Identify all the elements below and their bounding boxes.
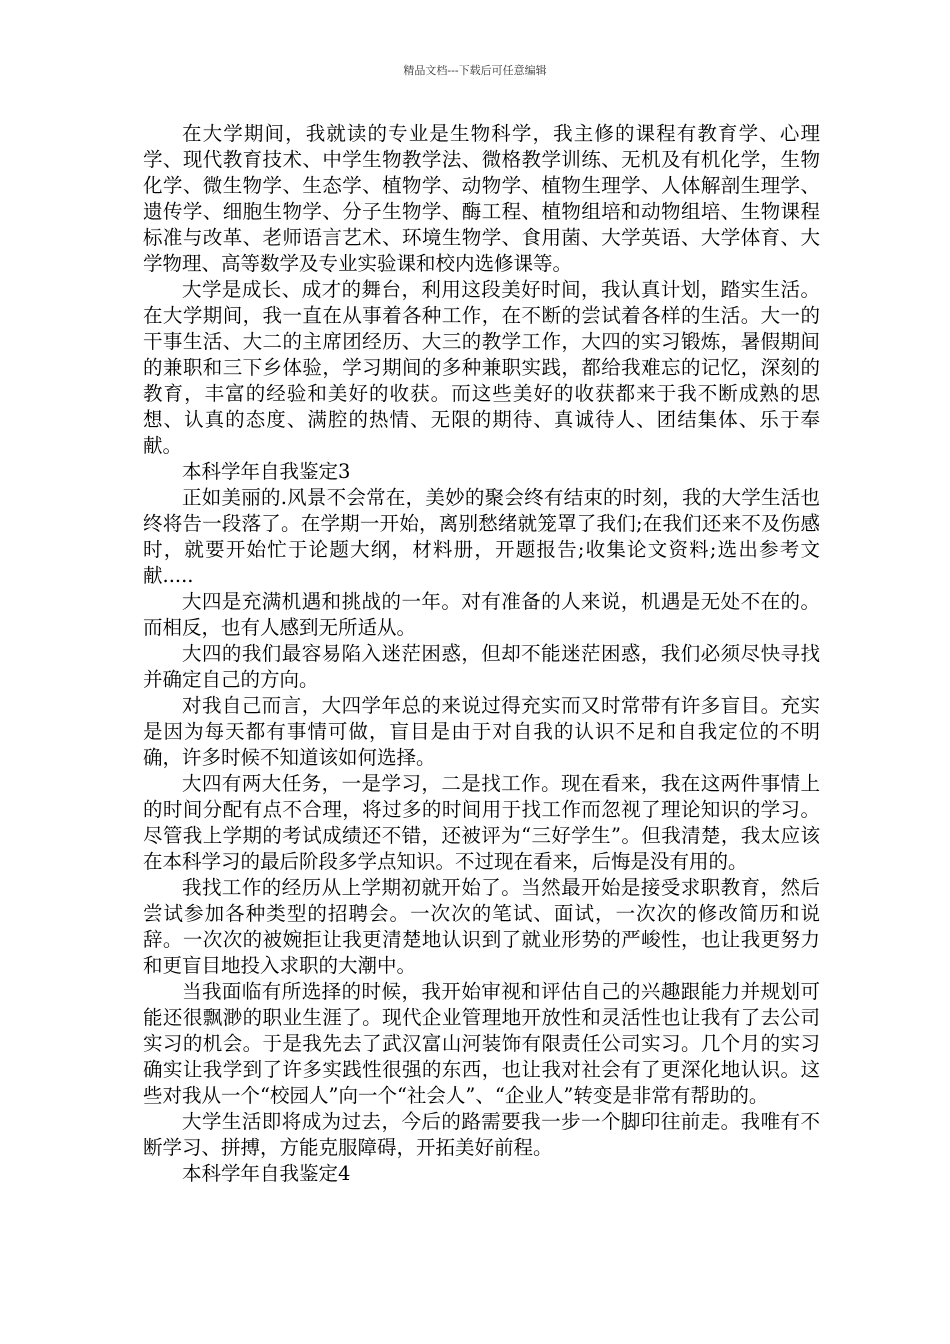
paragraph-senior-year: 大四是充满机遇和挑战的一年。对有准备的人来说，机遇是无处不在的。而相反，也有人感到无所适从。 bbox=[143, 590, 820, 639]
paragraph-confusion: 大四的我们最容易陷入迷茫困惑，但却不能迷茫困惑，我们必须尽快寻找并确定自己的方向。 bbox=[143, 642, 820, 691]
paragraph-university-life: 大学是成长、成才的舞台，利用这段美好时间，我认真计划，踏实生活。在大学期间，我一直在从事着各种工作，在不断的尝试着各样的生活。大一的干事生活、大二的主席团经历、大三的教学工作，大四的实习锻炼，暑假期间的兼职和三下乡体验，学习期间的多种兼职实践，都给我难忘的记忆，深刻的教育，丰富的经验和美好的收获。而这些美好的收获都来于我不断成熟的思想、认真的态度、满腔的热情、无限的期待、真诚待人、团结集体、乐于奉献。 bbox=[143, 278, 820, 457]
paragraph-future: 大学生活即将成为过去，今后的路需要我一步一个脚印往前走。我唯有不断学习、拼搏，方能克服障碍，开拓美好前程。 bbox=[143, 1110, 820, 1159]
paragraph-two-tasks: 大四有两大任务，一是学习，二是找工作。现在看来，我在这两件事情上的时间分配有点不合理，将过多的时间用于找工作而忽视了理论知识的学习。尽管我上学期的考试成绩还不错，还被评为“三好学生”。但我清楚，我太应该在本科学习的最后阶段多学点知识。不过现在看来，后悔是没有用的。 bbox=[143, 772, 820, 873]
paragraph-internship: 当我面临有所选择的时候，我开始审视和评估自己的兴趣跟能力并规划可能还很飘渺的职业生涯了。现代企业管理地开放性和灵活性也让我有了去公司实习的机会。于是我先去了武汉富山河装饰有限责任公司实习。几个月的实习确实让我学到了许多实践性很强的东西，也让我对社会有了更深化地认识。这些对我从一个“校园人”向一个“社会人”、“企业人”转变是非常有帮助的。 bbox=[143, 980, 820, 1107]
paragraph-farewell: 正如美丽的.风景不会常在，美妙的聚会终有结束的时刻，我的大学生活也终将告一段落了。在学期一开始，离别愁绪就笼罩了我们;在我们还来不及伤感时，就要开始忙于论题大纲，材料册，开题报告;收集论文资料;选出参考文献..... bbox=[143, 486, 820, 587]
paragraph-self-reflection: 对我自己而言，大四学年总的来说过得充实而又时常带有许多盲目。充实是因为每天都有事情可做，盲目是由于对自我的认识不足和自我定位的不明确，许多时候不知道该如何选择。 bbox=[143, 694, 820, 769]
section-heading-4: 本科学年自我鉴定4 bbox=[182, 1162, 351, 1185]
paragraph-job-search: 我找工作的经历从上学期初就开始了。当然最开始是接受求职教育，然后尝试参加各种类型的招聘会。一次次的笔试、面试，一次次的修改简历和说辞。一次次的被婉拒让我更清楚地认识到了就业形势的严峻性，也让我更努力和更盲目地投入求职的大潮中。 bbox=[143, 876, 820, 977]
section-heading-3: 本科学年自我鉴定3 bbox=[182, 460, 351, 483]
document-body bbox=[143, 121, 820, 1187]
paragraph-courses: 在大学期间，我就读的专业是生物科学，我主修的课程有教育学、心理学、现代教育技术、中学生物教学法、微格教学训练、无机及有机化学，生物化学、微生物学、生态学、植物学、动物学、植物生理学、人体解剖生理学、遗传学、细胞生物学、分子生物学、酶工程、植物组培和动物组培、生物课程标准与改革、老师语言艺术、环境生物学、食用菌、大学英语、大学体育、大学物理、高等数学及专业实验课和校内选修课等。 bbox=[143, 122, 820, 275]
page-header: 精品文档---下载后可任意编辑 bbox=[403, 64, 547, 77]
